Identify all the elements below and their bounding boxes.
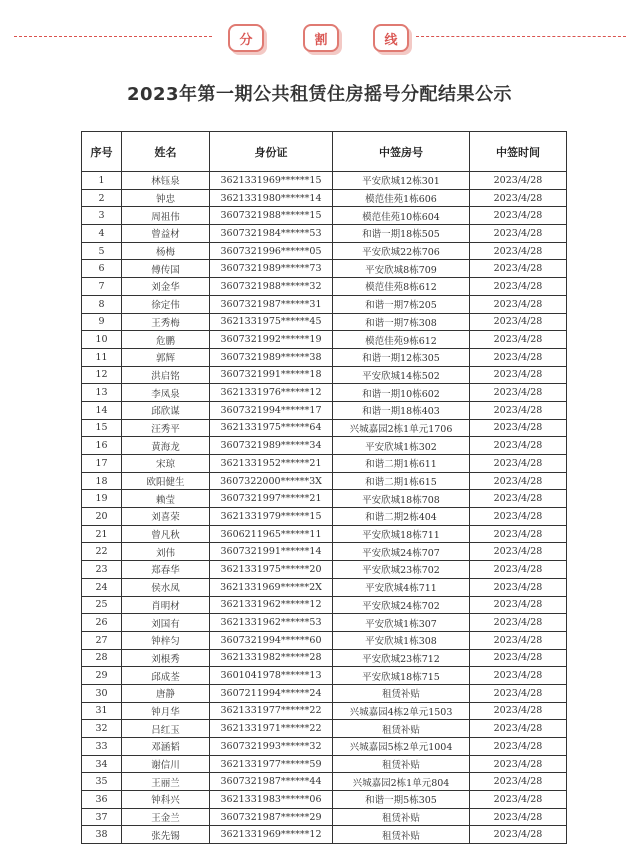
table-row — [82, 684, 567, 702]
cell-room: 和谐一期7栋308 — [333, 313, 470, 331]
cell-date: 2023/4/28 — [470, 791, 567, 809]
cell-id: 3621331962******53 — [210, 614, 333, 632]
cell-room: 和谐二期1栋615 — [333, 472, 470, 490]
cell-index: 3 — [82, 207, 122, 225]
table-row — [82, 437, 567, 455]
cell-name: 王秀梅 — [122, 313, 210, 331]
cell-date: 2023/4/28 — [470, 490, 567, 508]
cell-room: 租赁补贴 — [333, 826, 470, 844]
table-row — [82, 702, 567, 720]
table-row — [82, 578, 567, 596]
cell-id: 3607322000******3X — [210, 472, 333, 490]
cell-name: 欧阳健生 — [122, 472, 210, 490]
page-title: 2023年第一期公共租赁住房摇号分配结果公示 — [126, 84, 513, 105]
cell-name: 邱成荃 — [122, 667, 210, 685]
cell-id: 3607321987******29 — [210, 808, 333, 826]
cell-room: 平安欣城1栋308 — [333, 631, 470, 649]
divider-dash-left — [14, 36, 212, 37]
cell-date: 2023/4/28 — [470, 384, 567, 402]
cell-index: 34 — [82, 755, 122, 773]
cell-name: 唐静 — [122, 684, 210, 702]
cell-name: 洪启铭 — [122, 366, 210, 384]
cell-date: 2023/4/28 — [470, 313, 567, 331]
cell-date: 2023/4/28 — [470, 472, 567, 490]
cell-index: 33 — [82, 738, 122, 756]
cell-name: 刘金华 — [122, 278, 210, 296]
cell-room: 平安欣城14栋502 — [333, 366, 470, 384]
table-row — [82, 419, 567, 437]
cell-date: 2023/4/28 — [470, 242, 567, 260]
cell-id: 3607321994******60 — [210, 631, 333, 649]
divider-badge-2: 割 — [303, 24, 339, 52]
table-row — [82, 207, 567, 225]
cell-date: 2023/4/28 — [470, 773, 567, 791]
cell-id: 3607321991******14 — [210, 543, 333, 561]
cell-index: 21 — [82, 525, 122, 543]
table-row — [82, 331, 567, 349]
cell-name: 傅传国 — [122, 260, 210, 278]
cell-room: 兴城嘉园5栋2单元1004 — [333, 738, 470, 756]
cell-date: 2023/4/28 — [470, 543, 567, 561]
cell-name: 王金兰 — [122, 808, 210, 826]
table-row — [82, 401, 567, 419]
divider-badge-1: 分 — [228, 24, 264, 52]
cell-name: 吕红玉 — [122, 720, 210, 738]
cell-room: 租赁补贴 — [333, 684, 470, 702]
cell-date: 2023/4/28 — [470, 189, 567, 207]
cell-index: 14 — [82, 401, 122, 419]
cell-date: 2023/4/28 — [470, 826, 567, 844]
cell-date: 2023/4/28 — [470, 684, 567, 702]
cell-id: 3607321989******38 — [210, 348, 333, 366]
cell-name: 刘伟 — [122, 543, 210, 561]
cell-date: 2023/4/28 — [470, 738, 567, 756]
table-row — [82, 755, 567, 773]
cell-index: 7 — [82, 278, 122, 296]
cell-name: 李凤泉 — [122, 384, 210, 402]
table-header-row — [82, 132, 567, 172]
cell-index: 19 — [82, 490, 122, 508]
cell-id: 3621331975******64 — [210, 419, 333, 437]
cell-date: 2023/4/28 — [470, 366, 567, 384]
cell-date: 2023/4/28 — [470, 667, 567, 685]
cell-room: 兴城嘉园4栋2单元1503 — [333, 702, 470, 720]
cell-date: 2023/4/28 — [470, 172, 567, 190]
table-row — [82, 278, 567, 296]
cell-room: 平安欣城24栋702 — [333, 596, 470, 614]
cell-id: 3607321991******18 — [210, 366, 333, 384]
table-row — [82, 561, 567, 579]
cell-name: 徐定伟 — [122, 295, 210, 313]
cell-name: 钟月华 — [122, 702, 210, 720]
cell-name: 黄海龙 — [122, 437, 210, 455]
cell-id: 3607321997******21 — [210, 490, 333, 508]
cell-id: 3607321987******44 — [210, 773, 333, 791]
cell-name: 郑春华 — [122, 561, 210, 579]
cell-name: 宋琼 — [122, 455, 210, 473]
cell-index: 28 — [82, 649, 122, 667]
cell-date: 2023/4/28 — [470, 808, 567, 826]
cell-id: 3621331969******2X — [210, 578, 333, 596]
header-date: 中签时间 — [470, 132, 567, 172]
cell-room: 和谐一期18栋505 — [333, 225, 470, 243]
cell-date: 2023/4/28 — [470, 631, 567, 649]
cell-index: 10 — [82, 331, 122, 349]
cell-index: 11 — [82, 348, 122, 366]
cell-room: 平安欣城23栋702 — [333, 561, 470, 579]
table-row — [82, 260, 567, 278]
table-row — [82, 614, 567, 632]
table-body — [82, 172, 567, 844]
cell-name: 钟忠 — [122, 189, 210, 207]
cell-id: 3607321987******31 — [210, 295, 333, 313]
cell-index: 6 — [82, 260, 122, 278]
cell-date: 2023/4/28 — [470, 295, 567, 313]
cell-index: 16 — [82, 437, 122, 455]
cell-index: 31 — [82, 702, 122, 720]
cell-index: 12 — [82, 366, 122, 384]
table-row — [82, 649, 567, 667]
cell-name: 邱欣谋 — [122, 401, 210, 419]
cell-index: 5 — [82, 242, 122, 260]
cell-date: 2023/4/28 — [470, 525, 567, 543]
cell-index: 30 — [82, 684, 122, 702]
cell-index: 2 — [82, 189, 122, 207]
cell-id: 3607321996******05 — [210, 242, 333, 260]
cell-index: 22 — [82, 543, 122, 561]
result-table — [81, 131, 567, 844]
header-id: 身份证 — [210, 132, 333, 172]
cell-name: 侯水凤 — [122, 578, 210, 596]
cell-id: 3607321989******34 — [210, 437, 333, 455]
cell-room: 和谐二期2栋404 — [333, 508, 470, 526]
cell-id: 3607321988******15 — [210, 207, 333, 225]
cell-index: 27 — [82, 631, 122, 649]
cell-date: 2023/4/28 — [470, 419, 567, 437]
cell-id: 3621331952******21 — [210, 455, 333, 473]
cell-name: 周祖伟 — [122, 207, 210, 225]
cell-id: 3621331975******20 — [210, 561, 333, 579]
cell-room: 和谐一期7栋205 — [333, 295, 470, 313]
cell-room: 平安欣城4栋711 — [333, 578, 470, 596]
cell-id: 3607321992******19 — [210, 331, 333, 349]
table-row — [82, 720, 567, 738]
cell-name: 钟科兴 — [122, 791, 210, 809]
cell-date: 2023/4/28 — [470, 702, 567, 720]
cell-id: 3621331977******22 — [210, 702, 333, 720]
section-divider — [0, 12, 639, 46]
cell-name: 钟梓匀 — [122, 631, 210, 649]
cell-room: 和谐一期10栋602 — [333, 384, 470, 402]
cell-index: 15 — [82, 419, 122, 437]
table-row — [82, 172, 567, 190]
header-room: 中签房号 — [333, 132, 470, 172]
cell-room: 平安欣城24栋707 — [333, 543, 470, 561]
cell-index: 8 — [82, 295, 122, 313]
cell-index: 4 — [82, 225, 122, 243]
cell-index: 24 — [82, 578, 122, 596]
cell-date: 2023/4/28 — [470, 348, 567, 366]
cell-room: 平安欣城1栋302 — [333, 437, 470, 455]
cell-room: 平安欣城22栋706 — [333, 242, 470, 260]
cell-room: 兴城嘉园2栋1单元804 — [333, 773, 470, 791]
cell-index: 25 — [82, 596, 122, 614]
cell-index: 26 — [82, 614, 122, 632]
table-row — [82, 543, 567, 561]
cell-date: 2023/4/28 — [470, 578, 567, 596]
cell-index: 20 — [82, 508, 122, 526]
cell-index: 37 — [82, 808, 122, 826]
table-row — [82, 472, 567, 490]
cell-room: 平安欣城18栋715 — [333, 667, 470, 685]
cell-name: 危鹏 — [122, 331, 210, 349]
cell-room: 租赁补贴 — [333, 808, 470, 826]
table-row — [82, 348, 567, 366]
cell-id: 3607321993******32 — [210, 738, 333, 756]
cell-room: 和谐一期5栋305 — [333, 791, 470, 809]
table-row — [82, 366, 567, 384]
table-row — [82, 826, 567, 844]
table-row — [82, 490, 567, 508]
cell-id: 3621331977******59 — [210, 755, 333, 773]
cell-date: 2023/4/28 — [470, 331, 567, 349]
cell-room: 模范佳苑1栋606 — [333, 189, 470, 207]
cell-room: 平安欣城1栋307 — [333, 614, 470, 632]
cell-index: 29 — [82, 667, 122, 685]
cell-index: 18 — [82, 472, 122, 490]
cell-name: 刘喜荣 — [122, 508, 210, 526]
cell-room: 平安欣城18栋708 — [333, 490, 470, 508]
cell-index: 1 — [82, 172, 122, 190]
cell-room: 租赁补贴 — [333, 720, 470, 738]
divider-badge-3: 线 — [373, 24, 409, 52]
header-name: 姓名 — [122, 132, 210, 172]
cell-id: 3621331983******06 — [210, 791, 333, 809]
cell-date: 2023/4/28 — [470, 455, 567, 473]
cell-room: 平安欣城12栋301 — [333, 172, 470, 190]
cell-name: 林钰泉 — [122, 172, 210, 190]
table-row — [82, 508, 567, 526]
cell-id: 3621331969******12 — [210, 826, 333, 844]
cell-date: 2023/4/28 — [470, 614, 567, 632]
table-row — [82, 225, 567, 243]
cell-room: 模范佳苑10栋604 — [333, 207, 470, 225]
cell-date: 2023/4/28 — [470, 649, 567, 667]
cell-date: 2023/4/28 — [470, 755, 567, 773]
cell-name: 杨梅 — [122, 242, 210, 260]
cell-id: 3621331980******14 — [210, 189, 333, 207]
cell-id: 3621331962******12 — [210, 596, 333, 614]
table-row — [82, 313, 567, 331]
cell-name: 汪秀平 — [122, 419, 210, 437]
cell-date: 2023/4/28 — [470, 508, 567, 526]
cell-name: 张先锡 — [122, 826, 210, 844]
table-row — [82, 295, 567, 313]
cell-id: 3601041978******13 — [210, 667, 333, 685]
cell-date: 2023/4/28 — [470, 260, 567, 278]
table-row — [82, 384, 567, 402]
cell-index: 17 — [82, 455, 122, 473]
cell-room: 平安欣城8栋709 — [333, 260, 470, 278]
cell-room: 兴城嘉园2栋1单元1706 — [333, 419, 470, 437]
cell-date: 2023/4/28 — [470, 278, 567, 296]
cell-id: 3607321988******32 — [210, 278, 333, 296]
cell-name: 曾益材 — [122, 225, 210, 243]
cell-name: 郭辉 — [122, 348, 210, 366]
cell-name: 赖莹 — [122, 490, 210, 508]
table-row — [82, 667, 567, 685]
table-row — [82, 791, 567, 809]
cell-room: 模范佳苑8栋612 — [333, 278, 470, 296]
cell-id: 3621331982******28 — [210, 649, 333, 667]
cell-id: 3607211994******24 — [210, 684, 333, 702]
cell-id: 3607321994******17 — [210, 401, 333, 419]
table-row — [82, 596, 567, 614]
header-index: 序号 — [82, 132, 122, 172]
cell-index: 9 — [82, 313, 122, 331]
cell-name: 谢信川 — [122, 755, 210, 773]
cell-name: 曾凡秋 — [122, 525, 210, 543]
cell-room: 平安欣城23栋712 — [333, 649, 470, 667]
cell-room: 和谐一期18栋403 — [333, 401, 470, 419]
table-row — [82, 773, 567, 791]
cell-id: 3621331979******15 — [210, 508, 333, 526]
cell-room: 平安欣城18栋711 — [333, 525, 470, 543]
cell-id: 3606211965******11 — [210, 525, 333, 543]
cell-date: 2023/4/28 — [470, 720, 567, 738]
cell-index: 23 — [82, 561, 122, 579]
cell-date: 2023/4/28 — [470, 225, 567, 243]
cell-id: 3621331969******15 — [210, 172, 333, 190]
cell-room: 和谐二期1栋611 — [333, 455, 470, 473]
cell-id: 3621331976******12 — [210, 384, 333, 402]
cell-date: 2023/4/28 — [470, 437, 567, 455]
cell-id: 3607321989******73 — [210, 260, 333, 278]
cell-index: 36 — [82, 791, 122, 809]
cell-index: 38 — [82, 826, 122, 844]
cell-name: 王丽兰 — [122, 773, 210, 791]
cell-id: 3621331971******22 — [210, 720, 333, 738]
cell-room: 模范佳苑9栋612 — [333, 331, 470, 349]
cell-room: 租赁补贴 — [333, 755, 470, 773]
divider-dash-right — [416, 36, 626, 37]
cell-room: 和谐一期12栋305 — [333, 348, 470, 366]
table-row — [82, 808, 567, 826]
cell-id: 3621331975******45 — [210, 313, 333, 331]
cell-name: 邓涵韬 — [122, 738, 210, 756]
cell-name: 刘根秀 — [122, 649, 210, 667]
cell-id: 3607321984******53 — [210, 225, 333, 243]
table-row — [82, 631, 567, 649]
table-row — [82, 189, 567, 207]
table-row — [82, 242, 567, 260]
cell-name: 肖明材 — [122, 596, 210, 614]
cell-date: 2023/4/28 — [470, 207, 567, 225]
cell-index: 13 — [82, 384, 122, 402]
table-row — [82, 738, 567, 756]
table-row — [82, 455, 567, 473]
cell-index: 35 — [82, 773, 122, 791]
cell-index: 32 — [82, 720, 122, 738]
cell-date: 2023/4/28 — [470, 401, 567, 419]
cell-date: 2023/4/28 — [470, 596, 567, 614]
table-row — [82, 525, 567, 543]
cell-date: 2023/4/28 — [470, 561, 567, 579]
cell-name: 刘国有 — [122, 614, 210, 632]
